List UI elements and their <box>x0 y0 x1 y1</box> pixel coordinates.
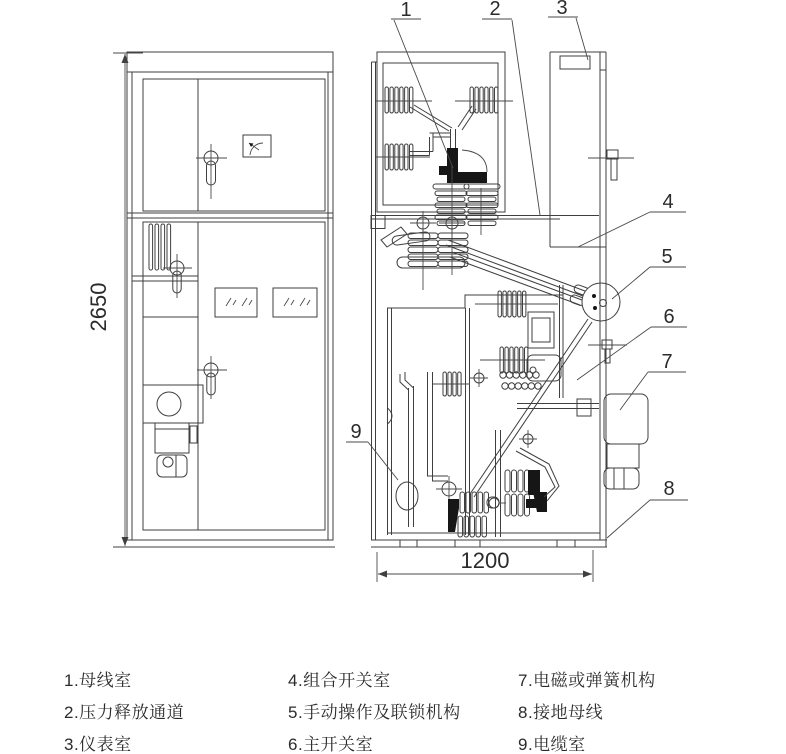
busbar-room <box>376 52 513 250</box>
callout-2-label: 2 <box>489 0 501 20</box>
door-handle-lower <box>197 356 227 399</box>
switch-contact-black <box>439 148 487 183</box>
callout-3 <box>548 0 588 60</box>
section-view-cabinet <box>371 52 648 547</box>
dimension-height <box>86 53 143 546</box>
legend-item-9: 9.电缆室 <box>518 735 586 754</box>
callout-1 <box>391 0 453 168</box>
cable-insulator-right <box>505 470 547 516</box>
pressure-release-channel <box>550 52 606 247</box>
legend-item-7: 7.电磁或弹簧机构 <box>518 671 656 690</box>
inspection-window-right <box>273 288 317 317</box>
legend-item-2: 2.压力释放通道 <box>64 703 185 722</box>
spring-mechanism-box <box>604 394 648 489</box>
legend-item-6: 6.主开关室 <box>288 735 374 754</box>
legend-item-8: 8.接地母线 <box>518 703 604 722</box>
panel-meter <box>243 135 271 157</box>
ventilation-louvers <box>149 224 171 270</box>
callout-9-label: 9 <box>350 421 362 443</box>
callout-4-label: 4 <box>662 191 674 213</box>
dimension-height-label: 2650 <box>86 282 111 332</box>
upper-door <box>143 79 325 211</box>
callout-3-label: 3 <box>556 0 568 19</box>
legend-item-3: 3.仪表室 <box>64 735 132 754</box>
dimension-width-label: 1200 <box>460 548 510 573</box>
bolt-cross-3 <box>436 476 462 502</box>
callout-5-label: 5 <box>661 246 673 268</box>
inspection-window-left <box>215 288 257 317</box>
front-view-cabinet <box>113 52 335 547</box>
wall-handle-upper <box>588 150 634 180</box>
callout-5 <box>612 246 686 299</box>
cable-oval <box>396 482 418 510</box>
cable-insulator-center <box>448 492 506 537</box>
legend-item-4: 4.组合开关室 <box>288 671 391 690</box>
wall-handle-lower <box>588 340 627 363</box>
busbar-conductors <box>409 105 476 165</box>
lower-door <box>132 222 325 530</box>
main-switch-room <box>387 285 599 448</box>
callout-7-label: 7 <box>661 351 673 373</box>
callout-7 <box>620 351 686 410</box>
dimension-width <box>377 548 593 582</box>
operating-mechanism-front <box>143 385 203 477</box>
bolt-cross-2 <box>519 430 537 448</box>
callout-8-label: 8 <box>663 478 675 500</box>
callout-4 <box>578 191 686 247</box>
door-handle-upper <box>196 144 227 199</box>
legend-item-1: 1.母线室 <box>64 671 132 690</box>
bolt-cross <box>470 369 488 387</box>
legend-item-5: 5.手动操作及联锁机构 <box>288 703 461 722</box>
pipes <box>400 372 448 527</box>
callout-8 <box>607 478 688 538</box>
callout-6-label: 6 <box>663 306 675 328</box>
callout-2 <box>482 0 540 215</box>
cabinet-base <box>371 533 607 547</box>
interlock-mechanism-disc <box>582 283 620 321</box>
callout-1-label: 1 <box>400 0 412 21</box>
